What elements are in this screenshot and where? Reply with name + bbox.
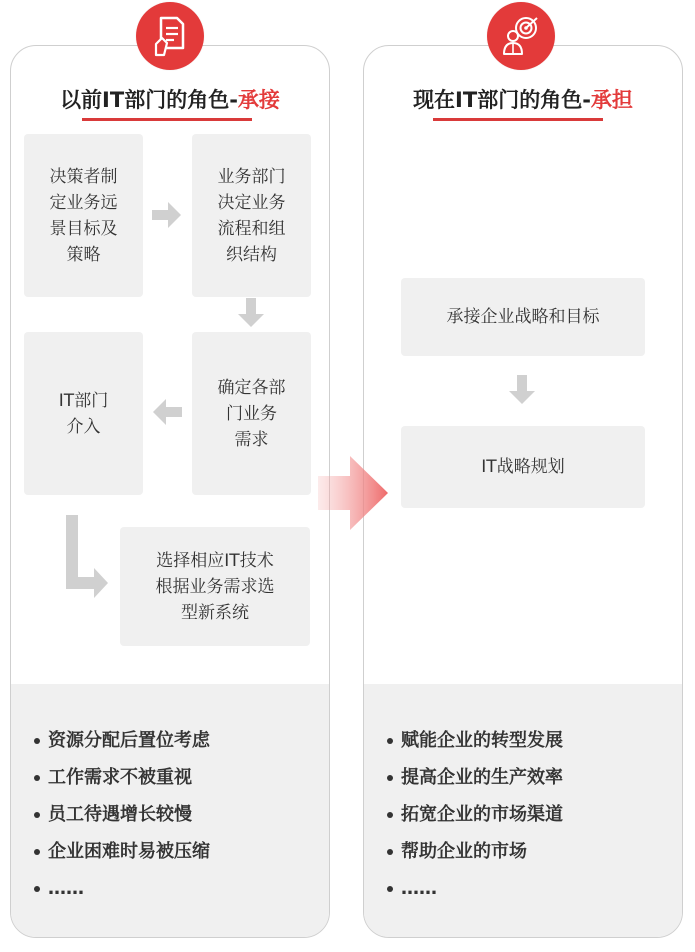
bullet-dot-icon (34, 886, 40, 892)
list-item-text: 员工待遇增长较慢 (48, 804, 192, 825)
box-decision-makers (24, 134, 143, 297)
transition-arrow-icon (318, 456, 390, 530)
bullet-dot-icon (34, 775, 40, 781)
right-bullet-list (387, 722, 563, 907)
left-title-underline (82, 118, 252, 121)
target-person-icon (487, 2, 555, 70)
left-title (10, 84, 330, 120)
box-line: IT战略规划 (481, 457, 565, 477)
box-select-system (120, 527, 310, 646)
box-line: 选择相应IT技术 (156, 550, 274, 571)
right-title (363, 84, 683, 120)
list-item (387, 759, 563, 796)
right-title-underline (433, 118, 603, 121)
box-line: 门业务 (226, 403, 277, 424)
arrow-down-icon (508, 375, 536, 405)
list-item (34, 722, 210, 759)
list-item-text: …… (401, 878, 437, 899)
left-title-accent: 承接 (237, 88, 280, 112)
list-item (34, 759, 210, 796)
list-item-text: 工作需求不被重视 (48, 767, 192, 788)
box-it-involve (24, 332, 143, 495)
list-item (34, 833, 210, 870)
box-line: 承接企业战略和目标 (446, 307, 600, 327)
box-line: 介入 (66, 416, 101, 437)
document-hand-icon (136, 2, 204, 70)
arrow-left-icon (152, 398, 182, 426)
bullet-dot-icon (387, 812, 393, 818)
box-line: 定业务远 (49, 192, 118, 213)
right-title-main: 现在IT部门的角色- (413, 88, 591, 112)
box-line: 确定各部 (217, 377, 286, 398)
list-item-text: 帮助企业的市场 (401, 841, 527, 862)
box-business-dept (192, 134, 311, 297)
list-item-text: 赋能企业的转型发展 (401, 730, 563, 751)
box-line: 策略 (66, 244, 101, 265)
box-line: 根据业务需求选 (155, 576, 275, 597)
arrow-down-icon (237, 298, 265, 328)
bullet-dot-icon (387, 849, 393, 855)
list-item-text: 资源分配后置位考虑 (48, 730, 210, 751)
list-item-text: …… (48, 878, 84, 899)
bullet-dot-icon (34, 849, 40, 855)
bullet-dot-icon (387, 886, 393, 892)
bullet-dot-icon (34, 812, 40, 818)
box-requirements (192, 332, 311, 495)
list-item-text: 企业困难时易被压缩 (48, 841, 210, 862)
list-item (387, 833, 563, 870)
list-item-text: 提高企业的生产效率 (401, 767, 563, 788)
right-title-accent: 承担 (590, 88, 633, 112)
box-line: 景目标及 (49, 218, 118, 239)
list-item (34, 870, 210, 907)
box-strategy (401, 278, 645, 356)
bullet-dot-icon (34, 738, 40, 744)
box-line: 决策者制 (49, 166, 118, 187)
list-item-text: 拓宽企业的市场渠道 (401, 804, 563, 825)
arrow-right-icon (152, 201, 182, 229)
box-line: 决定业务 (217, 192, 286, 213)
list-item (387, 870, 563, 907)
box-line: IT部门 (58, 390, 109, 411)
box-line: 业务部门 (217, 166, 286, 187)
arrow-elbow-icon (66, 515, 112, 603)
box-line: 需求 (234, 429, 269, 450)
box-it-plan (401, 426, 645, 508)
list-item (387, 722, 563, 759)
left-bullet-list (34, 722, 210, 907)
list-item (387, 796, 563, 833)
box-line: 型新系统 (181, 602, 249, 623)
box-line: 流程和组 (217, 218, 286, 239)
bullet-dot-icon (387, 775, 393, 781)
box-line: 织结构 (226, 244, 277, 265)
list-item (34, 796, 210, 833)
bullet-dot-icon (387, 738, 393, 744)
left-title-main: 以前IT部门的角色- (60, 88, 238, 112)
